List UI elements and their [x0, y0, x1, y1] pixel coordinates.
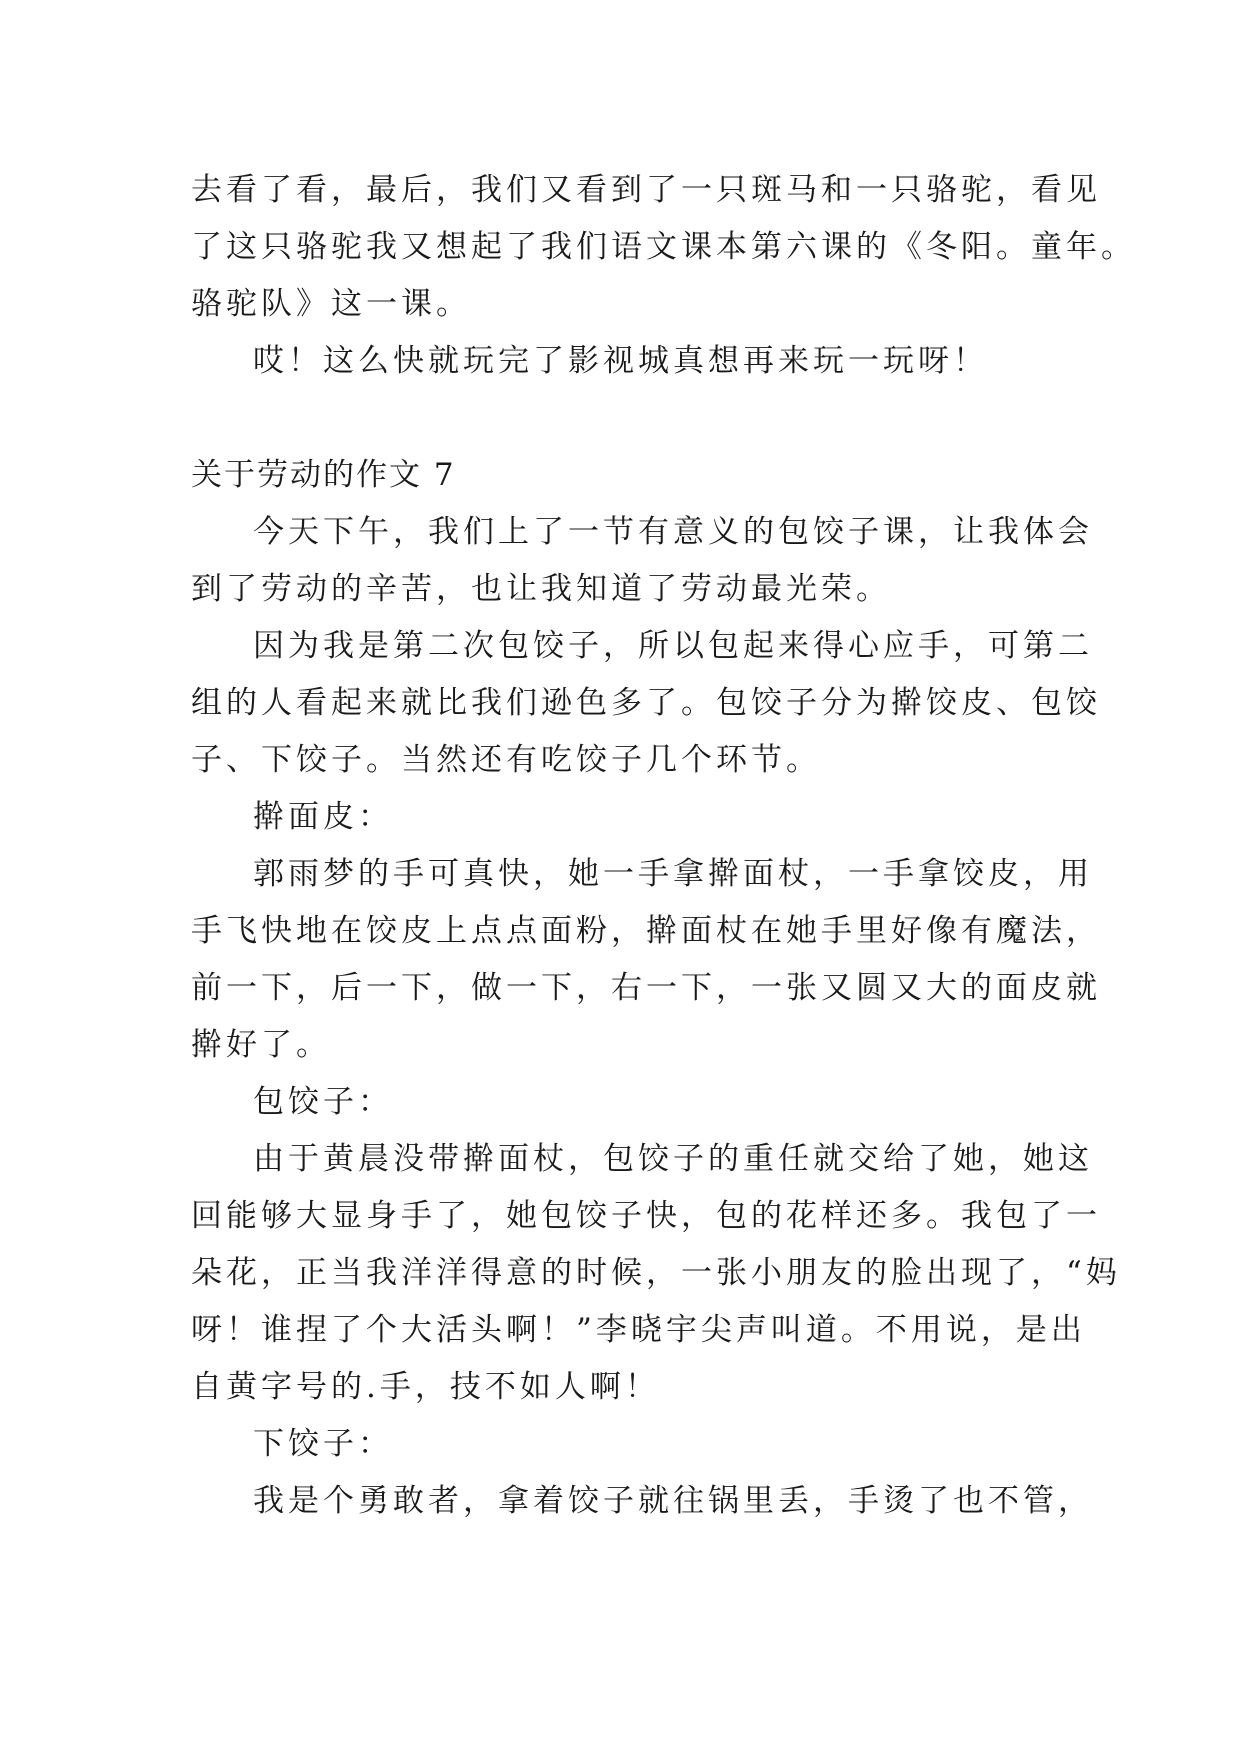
paragraph-line: 郭雨梦的手可真快，她一手拿擀面杖，一手拿饺皮，用: [253, 856, 1093, 892]
intro-line: 了这只骆驼我又想起了我们语文课本第六课的《冬阳。童年。: [191, 229, 1136, 265]
paragraph-line: 回能够大显身手了，她包饺子快，包的花样还多。我包了一: [191, 1198, 1101, 1234]
paragraph-line: 由于黄晨没带擀面杖，包饺子的重任就交给了她，她这: [253, 1141, 1093, 1177]
intro-paragraph: [191, 162, 1136, 333]
closing-paragraph: [191, 333, 1061, 390]
body-paragraph-4: [191, 1131, 1121, 1416]
document-body: [191, 162, 1136, 1530]
intro-line: 骆驼队》这一课。: [191, 286, 471, 322]
body-paragraph-5: [191, 1473, 1093, 1530]
paragraph-line: 因为我是第二次包饺子，所以包起来得心应手，可第二: [253, 628, 1093, 664]
subheading-line: 包饺子：: [253, 1084, 393, 1120]
paragraph-line: 呀！谁捏了个大活头啊！”李晓宇尖声叫道。不用说，是出: [191, 1312, 1086, 1348]
paragraph-line: 前一下，后一下，做一下，右一下，一张又圆又大的面皮就: [191, 970, 1101, 1006]
paragraph-line: 自黄字号的.手，技不如人啊！: [191, 1369, 660, 1405]
body-paragraph-2: [191, 618, 1101, 789]
paragraph-line: 今天下午，我们上了一节有意义的包饺子课，让我体会: [253, 514, 1093, 550]
paragraph-line: 擀好了。: [191, 1027, 331, 1063]
subheading-line: 下饺子：: [253, 1426, 393, 1462]
paragraph-line: 组的人看起来就比我们逊色多了。包饺子分为擀饺皮、包饺: [191, 685, 1101, 721]
closing-line: 哎！这么快就玩完了影视城真想再来玩一玩呀！: [253, 343, 988, 379]
intro-line: 去看了看，最后，我们又看到了一只斑马和一只骆驼，看见: [191, 172, 1101, 208]
subheading-wrapping: [191, 1074, 1061, 1131]
body-paragraph-1: [191, 504, 1093, 618]
paragraph-line: 我是个勇敢者，拿着饺子就往锅里丢，手烫了也不管，: [253, 1483, 1093, 1519]
section-title: 关于劳动的作文 7: [191, 457, 456, 493]
body-paragraph-3: [191, 846, 1101, 1074]
paragraph-line: 子、下饺子。当然还有吃饺子几个环节。: [191, 742, 821, 778]
paragraph-line: 手飞快地在饺皮上点点面粉，擀面杖在她手里好像有魔法，: [191, 913, 1101, 949]
paragraph-line: 到了劳动的辛苦，也让我知道了劳动最光荣。: [191, 571, 891, 607]
subheading-line: 擀面皮：: [253, 799, 393, 835]
subheading-boiling: [191, 1416, 1061, 1473]
subheading-rolling-dough: [191, 789, 1061, 846]
section-gap: [191, 390, 1061, 447]
paragraph-line: 朵花，正当我洋洋得意的时候，一张小朋友的脸出现了，“妈: [191, 1255, 1121, 1291]
